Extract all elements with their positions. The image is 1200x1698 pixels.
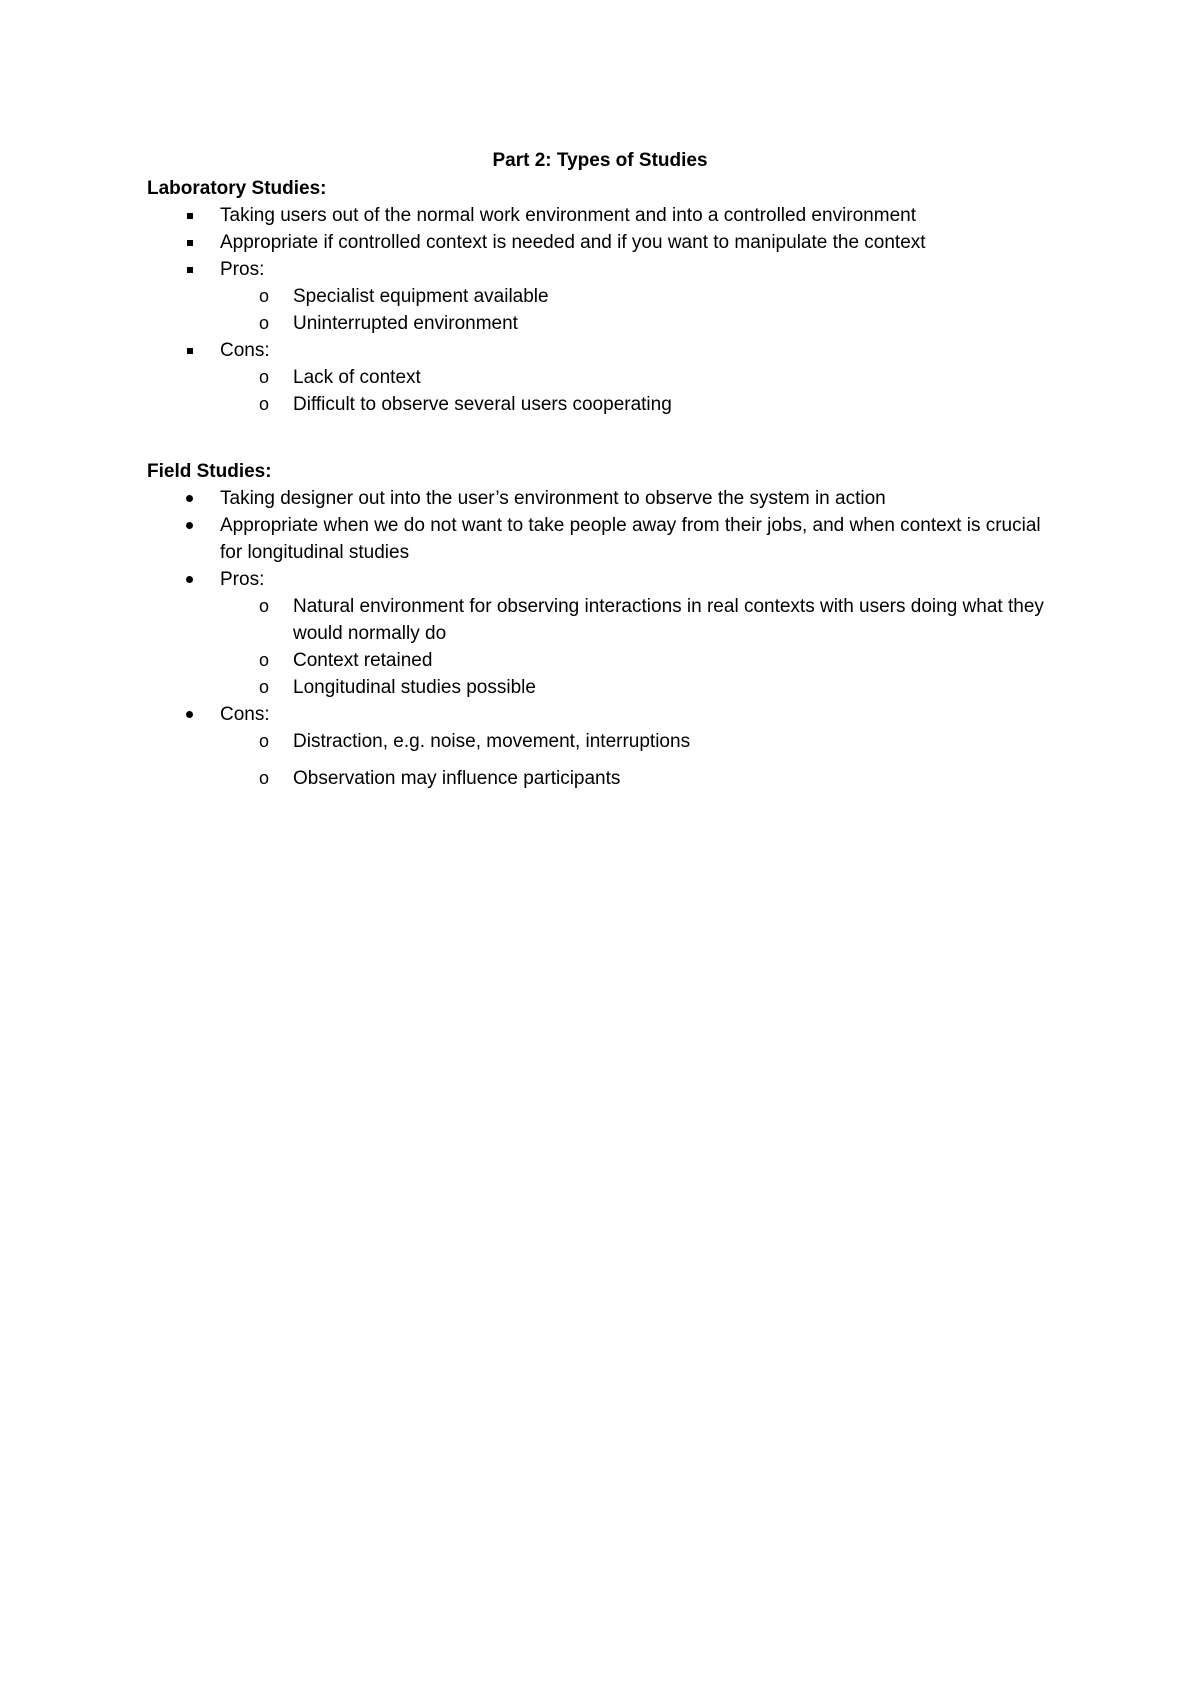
square-bullet-icon	[187, 348, 193, 354]
round-bullet-icon	[186, 711, 193, 718]
sub-list-item: o Context retained	[147, 647, 1067, 674]
circle-bullet-icon: o	[259, 367, 270, 387]
square-bullet-icon	[187, 267, 193, 273]
sub-list-item: o Distraction, e.g. noise, movement, interruptions	[147, 728, 1067, 755]
round-bullet-icon	[186, 522, 193, 529]
circle-bullet-icon: o	[259, 731, 270, 751]
circle-bullet-icon: o	[259, 313, 270, 333]
round-bullet-icon	[186, 576, 193, 583]
list-item: Appropriate when we do not want to take people away from their jobs, and when context is crucial for longitudinal studies	[147, 512, 1067, 566]
sub-list-item: o Uninterrupted environment	[147, 310, 1067, 337]
circle-bullet-icon: o	[259, 677, 270, 697]
sub-list-item: o Observation may influence participants	[147, 765, 1067, 792]
circle-bullet-icon: o	[259, 286, 270, 306]
page-title: Part 2: Types of Studies	[492, 150, 708, 171]
circle-bullet-icon: o	[259, 394, 270, 414]
sub-list-item: o Natural environment for observing interactions in real contexts with users doing what they would normally do	[147, 593, 1067, 647]
round-bullet-icon	[186, 495, 193, 502]
circle-bullet-icon: o	[259, 650, 270, 670]
square-bullet-icon	[187, 240, 193, 246]
circle-bullet-icon: o	[259, 596, 270, 616]
section-heading: Field Studies:	[147, 461, 272, 482]
section-laboratory-studies	[147, 175, 1067, 418]
list-item-pros: Pros:	[147, 256, 1067, 283]
section-heading: Laboratory Studies:	[147, 178, 327, 199]
list-item-pros: Pros:	[147, 566, 1067, 593]
square-bullet-icon	[187, 213, 193, 219]
list-item-cons: Cons:	[147, 337, 1067, 364]
list-item: Taking users out of the normal work environment and into a controlled environment	[147, 202, 1067, 229]
sub-list-item: o Specialist equipment available	[147, 283, 1067, 310]
circle-bullet-icon: o	[259, 768, 270, 788]
bullet-list	[147, 485, 1067, 792]
sub-list-item: o Longitudinal studies possible	[147, 674, 1067, 701]
sub-list-item: o Lack of context	[147, 364, 1067, 391]
section-field-studies	[147, 458, 1067, 792]
list-item: Appropriate if controlled context is needed and if you want to manipulate the context	[147, 229, 1067, 256]
bullet-list	[147, 202, 1067, 418]
sub-list-item: o Difficult to observe several users cooperating	[147, 391, 1067, 418]
list-item: Taking designer out into the user’s environment to observe the system in action	[147, 485, 1067, 512]
list-item-cons: Cons:	[147, 701, 1067, 728]
